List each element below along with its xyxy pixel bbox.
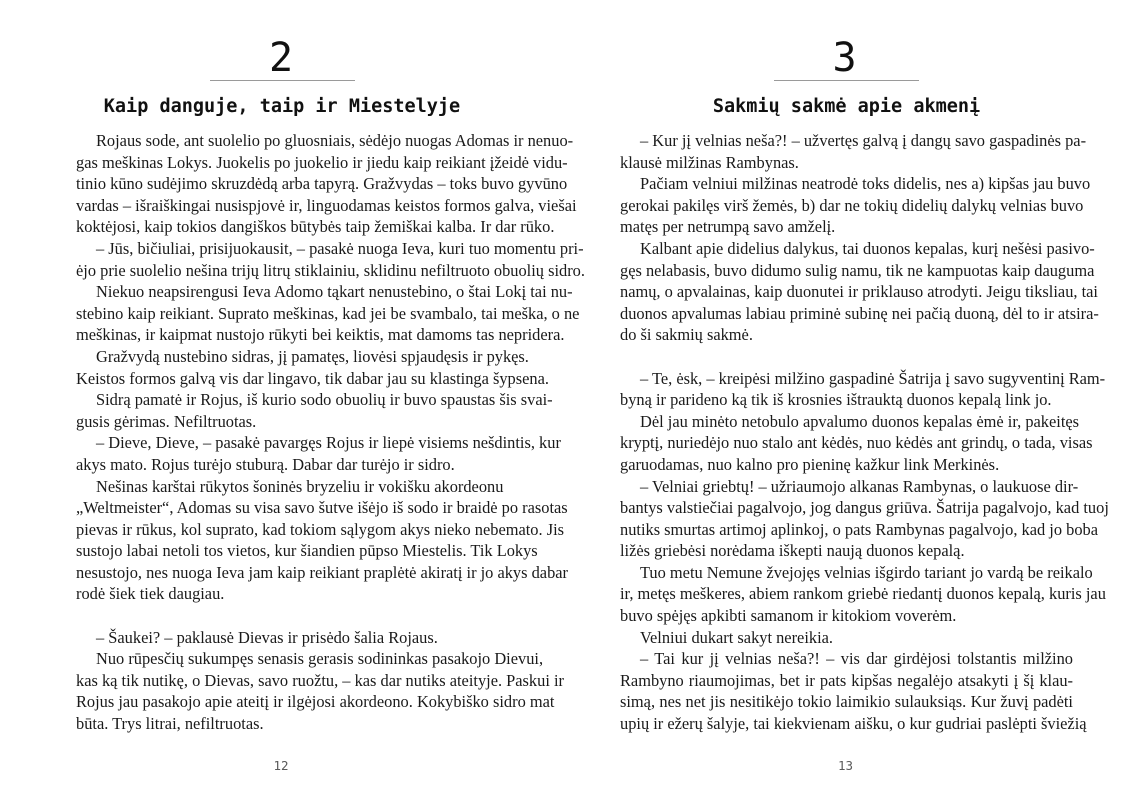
- text-line: upių ir ežerų šalyje, tai kiekvienam aišku, o kur gudriai paslėpti šviežią: [620, 714, 1087, 734]
- text-line: Niekuo neapsirengusi Ieva Adomo tąkart nenustebino, o štai Lokį tai nu-: [96, 282, 573, 302]
- text-line: Pačiam velniui milžinas neatrodė toks didelis, nes a) kipšas jau buvo: [640, 174, 1091, 194]
- text-line: gas meškinas Lokys. Juokelis po juokelio ir jiedu kaip reikiant įžeidė vidu-: [76, 152, 568, 172]
- text-line: Rojus jau pasakojo apie ateitį ir ilgėjosi akordeono. Kokybiško sidro mat: [76, 692, 555, 712]
- text-line: bantys valstiečiai pagalvojo, jog dangus griūva. Šatrija pagalvojo, kad tuoj: [620, 498, 1109, 518]
- chapter-title: Sakmių sakmė apie akmenį: [712, 96, 981, 117]
- text-line: – Tai kur jį velnias neša?! – vis dar girdėjosi tolstantis milžino: [640, 649, 1073, 669]
- text-line: Sidrą pamatė ir Rojus, iš kurio sodo obuolių ir buvo spaustas šis svai-: [96, 390, 553, 410]
- text-line: Nuo rūpesčių sukumpęs senasis gerasis sodininkas pasakojo Dievui,: [96, 649, 544, 669]
- text-line: nesustojo, nes nuoga Ieva jam kaip reikiant praplėtė akiratį ir jo akys dabar: [76, 562, 569, 582]
- body-text: [620, 130, 1109, 735]
- text-line: „Weltmeister“, Adomas su visa savo šutve išėjo iš sodo ir braidė po rasotas: [76, 498, 568, 518]
- text-line: Tuo metu Nemune žvejojęs velnias išgirdo tariant jo vardą be reikalo: [640, 562, 1093, 582]
- text-line: kryptį, nuriedėjo nuo stalo ant kėdės, nuo kėdės ant grindų, o tada, visas: [620, 433, 1093, 453]
- text-line: Rambyno riaumojimas, bet ir pats kipšas negalėjo atsakyti į šį klau-: [620, 670, 1073, 690]
- text-line: – Kur jį velnias neša?! – užvertęs galvą į dangų savo gaspadinės pa-: [640, 131, 1087, 150]
- text-line: Nešinas karštai rūkytos šoninės bryzeliu ir vokišku akordeonu: [96, 476, 504, 496]
- chapter-rule: [774, 80, 919, 81]
- paragraph-break: [620, 346, 1073, 368]
- text-line: duonos apvalumas labiau priminė subinę nei pačią duoną, dėl to ir atsira-: [620, 303, 1099, 323]
- text-line: matęs per netrumpą savo amželį.: [620, 217, 836, 237]
- body-text: [76, 130, 585, 735]
- text-line: pievas ir rūkus, kol suprato, kad tokiom sąlygom akys nieko nebemato. Jis: [76, 519, 565, 539]
- text-line: simą, nes net jis nesitikėjo tokio laimikio sulauksiąs. Kur žuvį padėti: [620, 692, 1073, 712]
- text-line: – Šaukei? – paklausė Dievas ir prisėdo šalia Rojaus.: [96, 627, 438, 647]
- text-line: Rojaus sode, ant suolelio po gluosniais, sėdėjo nuogas Adomas ir nenuo-: [96, 131, 574, 150]
- text-line: – Dieve, Dieve, – pasakė pavargęs Rojus ir liepė visiems nešdintis, kur: [96, 433, 561, 453]
- text-line: – Jūs, bičiuliai, prisijuokausit, – pasakė nuoga Ieva, kuri tuo momentu pri-: [96, 238, 584, 258]
- text-line: stebino kaip reikiant. Suprato meškinas, kad jei be svambalo, tai meška, o ne: [76, 303, 580, 323]
- paragraph-break: [76, 605, 489, 627]
- text-line: nutiks smurtas artimoj aplinkoj, o pats Rambynas pagalvojo, kad jo boba: [620, 519, 1098, 539]
- text-line: vardas – išraiškingai nusispjovė ir, linguodamas keistos formos galva, viešai: [76, 195, 577, 215]
- text-line: namų, o apvalainas, kaip duonutei ir priklauso atrodyti. Jeigu tiksliau, tai: [620, 282, 1098, 302]
- text-line: akys mato. Rojus turėjo stuburą. Dabar dar turėjo ir sidro.: [76, 454, 455, 474]
- text-line: koktėjosi, kaip tokios dangiškos būtybės taip žemiškai kalba. Ir dar rūko.: [76, 217, 555, 237]
- text-line: Dėl jau minėto netobulo apvalumo duonos kepalas ėmė ir, pakeitęs: [640, 411, 1080, 431]
- text-line: Gražvydą nustebino sidras, jį pamatęs, liovėsi spjaudęsis ir pykęs.: [96, 346, 529, 366]
- page-number: 12: [273, 758, 289, 773]
- text-line: gerokai pakilęs virš žemės, b) dar ne tokių didelių dalykų velnias buvo: [620, 195, 1084, 215]
- text-line: rodė šiek tiek daugiau.: [76, 584, 225, 604]
- text-line: Keistos formos galvą vis dar lingavo, tik dabar jau su klastinga šypsena.: [76, 368, 549, 388]
- chapter-rule: [210, 80, 355, 81]
- text-line: byną ir parideno ką tik iš krosnies ištrauktą duonos kepalą link jo.: [620, 390, 1052, 410]
- text-line: gusis gėrimas. Nefiltruotas.: [76, 411, 257, 431]
- text-line: ir, metęs meškeres, abiem rankom griebė riedantį duonos kepalą, kuris jau: [620, 584, 1106, 604]
- text-line: meškinas, ir kaipmat nustojo rūkyti bei keiktis, mat damoms tas nepridera.: [76, 325, 565, 345]
- text-line: ližės griebėsi norėdama iškepti naują duonos kepalą.: [620, 541, 965, 561]
- text-line: kas ką tik nutikę, o Dievas, savo ruožtu, – kas dar nutiks ateityje. Paskui ir: [76, 670, 564, 690]
- text-line: Kalbant apie didelius dalykus, tai duonos kepalas, kurį nešėsi pasivo-: [640, 238, 1095, 258]
- right-page: [564, 0, 1129, 801]
- text-line: – Te, ėsk, – kreipėsi milžino gaspadinė Šatrija į savo sugyventinį Ram-: [640, 368, 1106, 388]
- text-line: Velniui dukart sakyt nereikia.: [640, 627, 833, 647]
- text-line: – Velniai griebtų! – užriaumojo alkanas Rambynas, o laukuose dir-: [640, 476, 1079, 496]
- chapter-number: 2: [268, 35, 294, 81]
- page-number: 13: [837, 758, 854, 773]
- chapter-title: Kaip danguje, taip ir Miestelyje: [103, 96, 461, 117]
- text-line: klausė milžinas Rambynas.: [620, 152, 799, 172]
- text-line: buvo spėjęs apkibti samanom ir kitokiom voverėm.: [620, 606, 957, 626]
- text-line: do ši sakmių sakmė.: [620, 325, 753, 345]
- chapter-number: 3: [832, 35, 857, 81]
- text-line: tinio kūno sudėjimo skruzdėdą arba tapyrą. Gražvydas – toks buvo gyvūno: [76, 174, 568, 194]
- text-line: ėjo prie suolelio nešina trijų litrų stiklainiu, sklidinu nefiltruoto obuolių sidro.: [76, 260, 585, 280]
- text-line: būta. Trys litrai, nefiltruotas.: [76, 714, 264, 734]
- text-line: sustojo labai netoli tos vietos, kur šiandien pūpso Miestelis. Tik Lokys: [76, 541, 538, 561]
- text-line: gęs nelabasis, buvo didumo sulig namu, tik ne kampuotas kaip dauguma: [620, 260, 1095, 280]
- text-line: garuodamas, nuo kalno pro pieninę kažkur link Merkinės.: [620, 454, 1000, 474]
